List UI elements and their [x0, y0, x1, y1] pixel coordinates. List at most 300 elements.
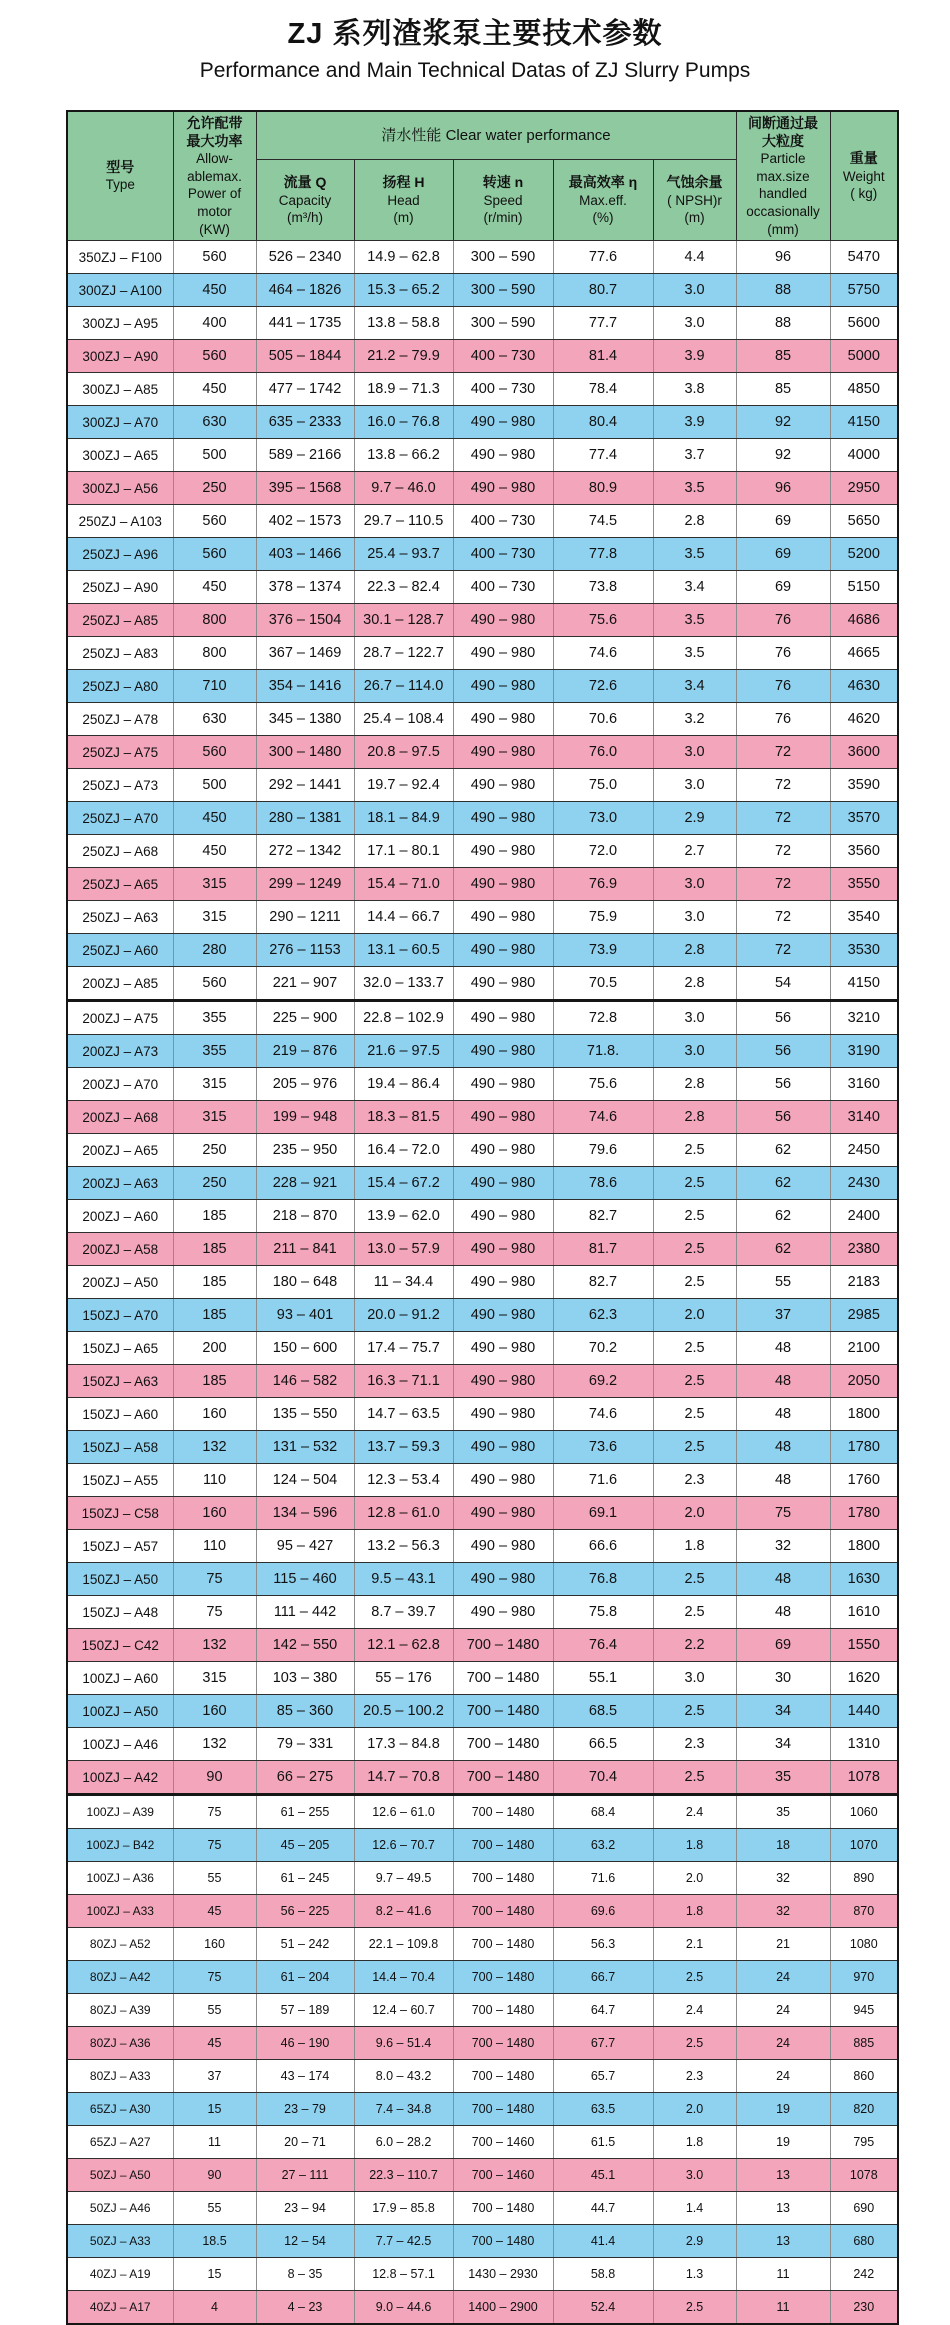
cell-speed: 700 – 1480	[453, 1961, 553, 1994]
cell-weight: 2050	[830, 1365, 898, 1398]
cell-capacity: 51 – 242	[256, 1928, 354, 1961]
header-power-line: Power of	[187, 186, 242, 202]
cell-max_eff: 77.4	[553, 439, 653, 472]
cell-particle: 76	[736, 604, 830, 637]
header-capacity-line: (m³/h)	[287, 210, 323, 226]
cell-speed: 490 – 980	[453, 835, 553, 868]
cell-power: 75	[173, 1829, 256, 1862]
table-row	[67, 1134, 898, 1167]
cell-npsh: 2.8	[653, 934, 736, 967]
cell-capacity: 20 – 71	[256, 2126, 354, 2159]
cell-particle: 24	[736, 2027, 830, 2060]
cell-capacity: 95 – 427	[256, 1530, 354, 1563]
cell-type: 100ZJ – A33	[67, 1895, 173, 1928]
cell-max_eff: 76.9	[553, 868, 653, 901]
cell-power: 250	[173, 472, 256, 505]
cell-weight: 4150	[830, 406, 898, 439]
cell-power: 75	[173, 1795, 256, 1829]
cell-npsh: 3.9	[653, 406, 736, 439]
cell-speed: 490 – 980	[453, 1167, 553, 1200]
cell-particle: 13	[736, 2192, 830, 2225]
cell-power: 185	[173, 1233, 256, 1266]
cell-head: 13.2 – 56.3	[354, 1530, 453, 1563]
cell-head: 15.4 – 71.0	[354, 868, 453, 901]
cell-capacity: 367 – 1469	[256, 637, 354, 670]
table-row	[67, 1200, 898, 1233]
cell-particle: 85	[736, 340, 830, 373]
cell-speed: 490 – 980	[453, 1464, 553, 1497]
cell-max_eff: 70.6	[553, 703, 653, 736]
cell-particle: 69	[736, 505, 830, 538]
cell-type: 80ZJ – A36	[67, 2027, 173, 2060]
cell-weight: 2400	[830, 1200, 898, 1233]
cell-power: 200	[173, 1332, 256, 1365]
cell-type: 250ZJ – A70	[67, 802, 173, 835]
cell-speed: 490 – 980	[453, 1596, 553, 1629]
cell-power: 18.5	[173, 2225, 256, 2258]
cell-speed: 490 – 980	[453, 1530, 553, 1563]
cell-max_eff: 76.8	[553, 1563, 653, 1596]
cell-npsh: 2.5	[653, 1761, 736, 1795]
page-subtitle: Performance and Main Technical Datas of ZJ Slurry Pumps	[199, 59, 751, 82]
cell-npsh: 1.8	[653, 1895, 736, 1928]
cell-speed: 490 – 980	[453, 901, 553, 934]
cell-particle: 62	[736, 1233, 830, 1266]
cell-max_eff: 73.0	[553, 802, 653, 835]
cell-max_eff: 82.7	[553, 1200, 653, 1233]
cell-particle: 32	[736, 1895, 830, 1928]
cell-particle: 48	[736, 1332, 830, 1365]
table-row	[67, 1795, 898, 1829]
cell-weight: 3590	[830, 769, 898, 802]
cell-type: 200ZJ – A70	[67, 1068, 173, 1101]
cell-npsh: 3.9	[653, 340, 736, 373]
cell-npsh: 2.5	[653, 1961, 736, 1994]
cell-capacity: 27 – 111	[256, 2159, 354, 2192]
cell-npsh: 3.5	[653, 538, 736, 571]
cell-head: 12.6 – 70.7	[354, 1829, 453, 1862]
cell-max_eff: 77.6	[553, 241, 653, 274]
cell-head: 18.9 – 71.3	[354, 373, 453, 406]
cell-power: 110	[173, 1530, 256, 1563]
cell-speed: 700 – 1480	[453, 2027, 553, 2060]
cell-power: 355	[173, 1035, 256, 1068]
cell-capacity: 135 – 550	[256, 1398, 354, 1431]
table-row	[67, 670, 898, 703]
cell-max_eff: 69.1	[553, 1497, 653, 1530]
cell-type: 300ZJ – A95	[67, 307, 173, 340]
cell-power: 400	[173, 307, 256, 340]
cell-power: 500	[173, 769, 256, 802]
cell-particle: 34	[736, 1728, 830, 1761]
cell-weight: 885	[830, 2027, 898, 2060]
cell-speed: 400 – 730	[453, 373, 553, 406]
cell-particle: 19	[736, 2126, 830, 2159]
table-row	[67, 2192, 898, 2225]
cell-power: 500	[173, 439, 256, 472]
cell-max_eff: 72.8	[553, 1001, 653, 1035]
cell-npsh: 3.0	[653, 901, 736, 934]
cell-weight: 1078	[830, 2159, 898, 2192]
cell-capacity: 292 – 1441	[256, 769, 354, 802]
cell-max_eff: 45.1	[553, 2159, 653, 2192]
cell-power: 15	[173, 2258, 256, 2291]
cell-head: 13.7 – 59.3	[354, 1431, 453, 1464]
cell-capacity: 111 – 442	[256, 1596, 354, 1629]
cell-npsh: 2.5	[653, 1332, 736, 1365]
cell-particle: 21	[736, 1928, 830, 1961]
cell-particle: 34	[736, 1695, 830, 1728]
cell-npsh: 1.8	[653, 1530, 736, 1563]
cell-capacity: 46 – 190	[256, 2027, 354, 2060]
table-row	[67, 2126, 898, 2159]
table-header	[67, 111, 898, 241]
cell-weight: 2450	[830, 1134, 898, 1167]
cell-npsh: 2.5	[653, 1596, 736, 1629]
cell-capacity: 395 – 1568	[256, 472, 354, 505]
cell-npsh: 3.0	[653, 1035, 736, 1068]
cell-npsh: 2.3	[653, 1464, 736, 1497]
header-speed	[453, 160, 553, 241]
cell-npsh: 2.5	[653, 2291, 736, 2325]
cell-speed: 490 – 980	[453, 1299, 553, 1332]
cell-speed: 490 – 980	[453, 868, 553, 901]
cell-head: 22.3 – 110.7	[354, 2159, 453, 2192]
cell-head: 16.0 – 76.8	[354, 406, 453, 439]
cell-capacity: 199 – 948	[256, 1101, 354, 1134]
table-row	[67, 703, 898, 736]
cell-weight: 5000	[830, 340, 898, 373]
cell-type: 50ZJ – A46	[67, 2192, 173, 2225]
cell-npsh: 2.0	[653, 1862, 736, 1895]
header-particle-line: 大粒度	[762, 133, 805, 150]
cell-particle: 76	[736, 703, 830, 736]
table-row	[67, 934, 898, 967]
cell-speed: 700 – 1480	[453, 1895, 553, 1928]
cell-type: 250ZJ – A78	[67, 703, 173, 736]
cell-weight: 3550	[830, 868, 898, 901]
cell-type: 40ZJ – A19	[67, 2258, 173, 2291]
table-row	[67, 1464, 898, 1497]
cell-max_eff: 80.4	[553, 406, 653, 439]
table-row	[67, 2258, 898, 2291]
table-row	[67, 571, 898, 604]
header-max_eff-line: (%)	[592, 210, 614, 226]
table-row	[67, 1035, 898, 1068]
cell-head: 18.3 – 81.5	[354, 1101, 453, 1134]
cell-speed: 490 – 980	[453, 1001, 553, 1035]
cell-type: 80ZJ – A52	[67, 1928, 173, 1961]
cell-npsh: 2.8	[653, 967, 736, 1001]
cell-particle: 72	[736, 736, 830, 769]
cell-type: 250ZJ – A85	[67, 604, 173, 637]
cell-head: 19.7 – 92.4	[354, 769, 453, 802]
cell-type: 200ZJ – A65	[67, 1134, 173, 1167]
cell-npsh: 3.0	[653, 868, 736, 901]
cell-capacity: 23 – 79	[256, 2093, 354, 2126]
cell-head: 12.6 – 61.0	[354, 1795, 453, 1829]
header-particle-line: (mm)	[767, 221, 799, 237]
cell-npsh: 3.4	[653, 571, 736, 604]
cell-capacity: 23 – 94	[256, 2192, 354, 2225]
cell-particle: 88	[736, 307, 830, 340]
header-head	[354, 160, 453, 241]
cell-power: 75	[173, 1961, 256, 1994]
cell-speed: 490 – 980	[453, 1266, 553, 1299]
cell-speed: 490 – 980	[453, 1398, 553, 1431]
cell-type: 40ZJ – A17	[67, 2291, 173, 2325]
cell-type: 100ZJ – B42	[67, 1829, 173, 1862]
cell-speed: 300 – 590	[453, 274, 553, 307]
header-particle-line: 间断通过最	[748, 115, 819, 131]
cell-head: 13.8 – 66.2	[354, 439, 453, 472]
cell-capacity: 345 – 1380	[256, 703, 354, 736]
cell-npsh: 3.0	[653, 769, 736, 802]
cell-particle: 92	[736, 439, 830, 472]
cell-type: 200ZJ – A50	[67, 1266, 173, 1299]
cell-capacity: 378 – 1374	[256, 571, 354, 604]
cell-power: 250	[173, 1134, 256, 1167]
cell-npsh: 2.5	[653, 1398, 736, 1431]
cell-type: 250ZJ – A68	[67, 835, 173, 868]
cell-weight: 5150	[830, 571, 898, 604]
cell-particle: 56	[736, 1101, 830, 1134]
cell-power: 55	[173, 1994, 256, 2027]
cell-npsh: 3.0	[653, 1001, 736, 1035]
cell-power: 185	[173, 1365, 256, 1398]
cell-particle: 72	[736, 835, 830, 868]
cell-type: 150ZJ – A48	[67, 1596, 173, 1629]
cell-power: 4	[173, 2291, 256, 2325]
table-row	[67, 967, 898, 1001]
table-row	[67, 1101, 898, 1134]
cell-weight: 1310	[830, 1728, 898, 1761]
cell-max_eff: 67.7	[553, 2027, 653, 2060]
cell-particle: 56	[736, 1068, 830, 1101]
cell-type: 250ZJ – A60	[67, 934, 173, 967]
cell-particle: 69	[736, 538, 830, 571]
cell-type: 100ZJ – A50	[67, 1695, 173, 1728]
cell-capacity: 131 – 532	[256, 1431, 354, 1464]
header-particle-line: max.size	[756, 168, 810, 184]
cell-head: 13.9 – 62.0	[354, 1200, 453, 1233]
table-row	[67, 2291, 898, 2325]
cell-type: 200ZJ – A73	[67, 1035, 173, 1068]
cell-particle: 72	[736, 769, 830, 802]
cell-max_eff: 75.8	[553, 1596, 653, 1629]
table-row	[67, 1266, 898, 1299]
cell-type: 200ZJ – A68	[67, 1101, 173, 1134]
cell-head: 13.0 – 57.9	[354, 1233, 453, 1266]
cell-max_eff: 52.4	[553, 2291, 653, 2325]
cell-npsh: 4.4	[653, 241, 736, 274]
cell-power: 560	[173, 340, 256, 373]
cell-speed: 490 – 980	[453, 934, 553, 967]
cell-max_eff: 41.4	[553, 2225, 653, 2258]
cell-type: 150ZJ – A60	[67, 1398, 173, 1431]
cell-particle: 88	[736, 274, 830, 307]
cell-capacity: 218 – 870	[256, 1200, 354, 1233]
cell-capacity: 300 – 1480	[256, 736, 354, 769]
cell-capacity: 115 – 460	[256, 1563, 354, 1596]
cell-type: 65ZJ – A30	[67, 2093, 173, 2126]
cell-weight: 3140	[830, 1101, 898, 1134]
table-row	[67, 1961, 898, 1994]
header-power	[173, 111, 256, 241]
cell-head: 12.8 – 57.1	[354, 2258, 453, 2291]
cell-speed: 490 – 980	[453, 1365, 553, 1398]
cell-npsh: 3.7	[653, 439, 736, 472]
cell-max_eff: 71.6	[553, 1862, 653, 1895]
cell-npsh: 2.5	[653, 1563, 736, 1596]
cell-head: 14.9 – 62.8	[354, 241, 453, 274]
cell-speed: 300 – 590	[453, 307, 553, 340]
cell-speed: 700 – 1480	[453, 1862, 553, 1895]
cell-power: 315	[173, 1068, 256, 1101]
cell-max_eff: 73.8	[553, 571, 653, 604]
cell-particle: 56	[736, 1035, 830, 1068]
cell-npsh: 3.0	[653, 1662, 736, 1695]
cell-type: 100ZJ – A60	[67, 1662, 173, 1695]
cell-max_eff: 81.4	[553, 340, 653, 373]
cell-weight: 1078	[830, 1761, 898, 1795]
cell-max_eff: 80.9	[553, 472, 653, 505]
cell-max_eff: 75.9	[553, 901, 653, 934]
cell-power: 315	[173, 868, 256, 901]
cell-particle: 85	[736, 373, 830, 406]
cell-head: 13.1 – 60.5	[354, 934, 453, 967]
cell-npsh: 3.0	[653, 2159, 736, 2192]
cell-particle: 48	[736, 1464, 830, 1497]
cell-npsh: 2.8	[653, 505, 736, 538]
header-npsh	[653, 160, 736, 241]
cell-capacity: 354 – 1416	[256, 670, 354, 703]
cell-power: 315	[173, 1662, 256, 1695]
cell-max_eff: 70.5	[553, 967, 653, 1001]
cell-max_eff: 55.1	[553, 1662, 653, 1695]
cell-speed: 490 – 980	[453, 769, 553, 802]
cell-type: 250ZJ – A63	[67, 901, 173, 934]
cell-speed: 700 – 1480	[453, 2192, 553, 2225]
cell-npsh: 2.0	[653, 1497, 736, 1530]
header-power-line: ablemax.	[187, 168, 242, 184]
cell-power: 450	[173, 373, 256, 406]
cell-power: 132	[173, 1629, 256, 1662]
table-row	[67, 1928, 898, 1961]
cell-npsh: 3.5	[653, 637, 736, 670]
cell-particle: 72	[736, 868, 830, 901]
cell-particle: 48	[736, 1596, 830, 1629]
cell-max_eff: 80.7	[553, 274, 653, 307]
cell-speed: 700 – 1480	[453, 1795, 553, 1829]
cell-power: 315	[173, 1101, 256, 1134]
cell-capacity: 150 – 600	[256, 1332, 354, 1365]
cell-weight: 4150	[830, 967, 898, 1001]
cell-capacity: 376 – 1504	[256, 604, 354, 637]
cell-weight: 1780	[830, 1431, 898, 1464]
table-row	[67, 1994, 898, 2027]
cell-type: 200ZJ – A85	[67, 967, 173, 1001]
cell-power: 132	[173, 1728, 256, 1761]
cell-type: 200ZJ – A58	[67, 1233, 173, 1266]
cell-head: 29.7 – 110.5	[354, 505, 453, 538]
cell-capacity: 228 – 921	[256, 1167, 354, 1200]
cell-speed: 490 – 980	[453, 736, 553, 769]
cell-weight: 3570	[830, 802, 898, 835]
cell-weight: 680	[830, 2225, 898, 2258]
cell-power: 185	[173, 1266, 256, 1299]
cell-npsh: 2.5	[653, 1233, 736, 1266]
cell-npsh: 2.4	[653, 1994, 736, 2027]
cell-power: 185	[173, 1200, 256, 1233]
cell-speed: 490 – 980	[453, 1233, 553, 1266]
cell-weight: 690	[830, 2192, 898, 2225]
cell-npsh: 3.4	[653, 670, 736, 703]
table-body	[67, 241, 898, 2325]
header-type-line: Type	[105, 177, 135, 193]
header-particle-line: Particle	[760, 151, 806, 167]
cell-max_eff: 75.6	[553, 1068, 653, 1101]
table-row	[67, 1167, 898, 1200]
cell-head: 15.3 – 65.2	[354, 274, 453, 307]
header-power-line: 允许配带	[186, 115, 243, 131]
cell-capacity: 635 – 2333	[256, 406, 354, 439]
cell-head: 15.4 – 67.2	[354, 1167, 453, 1200]
cell-max_eff: 71.6	[553, 1464, 653, 1497]
cell-max_eff: 76.0	[553, 736, 653, 769]
table-row	[67, 1530, 898, 1563]
cell-npsh: 2.8	[653, 1068, 736, 1101]
cell-weight: 1070	[830, 1829, 898, 1862]
cell-head: 14.7 – 63.5	[354, 1398, 453, 1431]
cell-max_eff: 66.5	[553, 1728, 653, 1761]
cell-power: 560	[173, 538, 256, 571]
cell-head: 19.4 – 86.4	[354, 1068, 453, 1101]
table-row	[67, 538, 898, 571]
cell-weight: 3560	[830, 835, 898, 868]
cell-head: 9.6 – 51.4	[354, 2027, 453, 2060]
table-row	[67, 2060, 898, 2093]
cell-weight: 5200	[830, 538, 898, 571]
cell-weight: 3540	[830, 901, 898, 934]
cell-npsh: 1.3	[653, 2258, 736, 2291]
cell-speed: 700 – 1480	[453, 1629, 553, 1662]
cell-head: 12.4 – 60.7	[354, 1994, 453, 2027]
cell-type: 50ZJ – A33	[67, 2225, 173, 2258]
cell-particle: 48	[736, 1365, 830, 1398]
cell-max_eff: 62.3	[553, 1299, 653, 1332]
cell-capacity: 124 – 504	[256, 1464, 354, 1497]
table-row	[67, 802, 898, 835]
cell-npsh: 2.2	[653, 1629, 736, 1662]
table-row	[67, 1728, 898, 1761]
cell-npsh: 2.3	[653, 2060, 736, 2093]
cell-npsh: 3.5	[653, 472, 736, 505]
cell-speed: 300 – 590	[453, 241, 553, 274]
cell-power: 185	[173, 1299, 256, 1332]
cell-npsh: 2.5	[653, 2027, 736, 2060]
cell-power: 75	[173, 1563, 256, 1596]
cell-max_eff: 70.2	[553, 1332, 653, 1365]
cell-power: 110	[173, 1464, 256, 1497]
cell-npsh: 2.7	[653, 835, 736, 868]
cell-capacity: 219 – 876	[256, 1035, 354, 1068]
header-type	[67, 111, 173, 241]
cell-capacity: 403 – 1466	[256, 538, 354, 571]
cell-capacity: 61 – 204	[256, 1961, 354, 1994]
cell-npsh: 3.8	[653, 373, 736, 406]
table-row	[67, 835, 898, 868]
